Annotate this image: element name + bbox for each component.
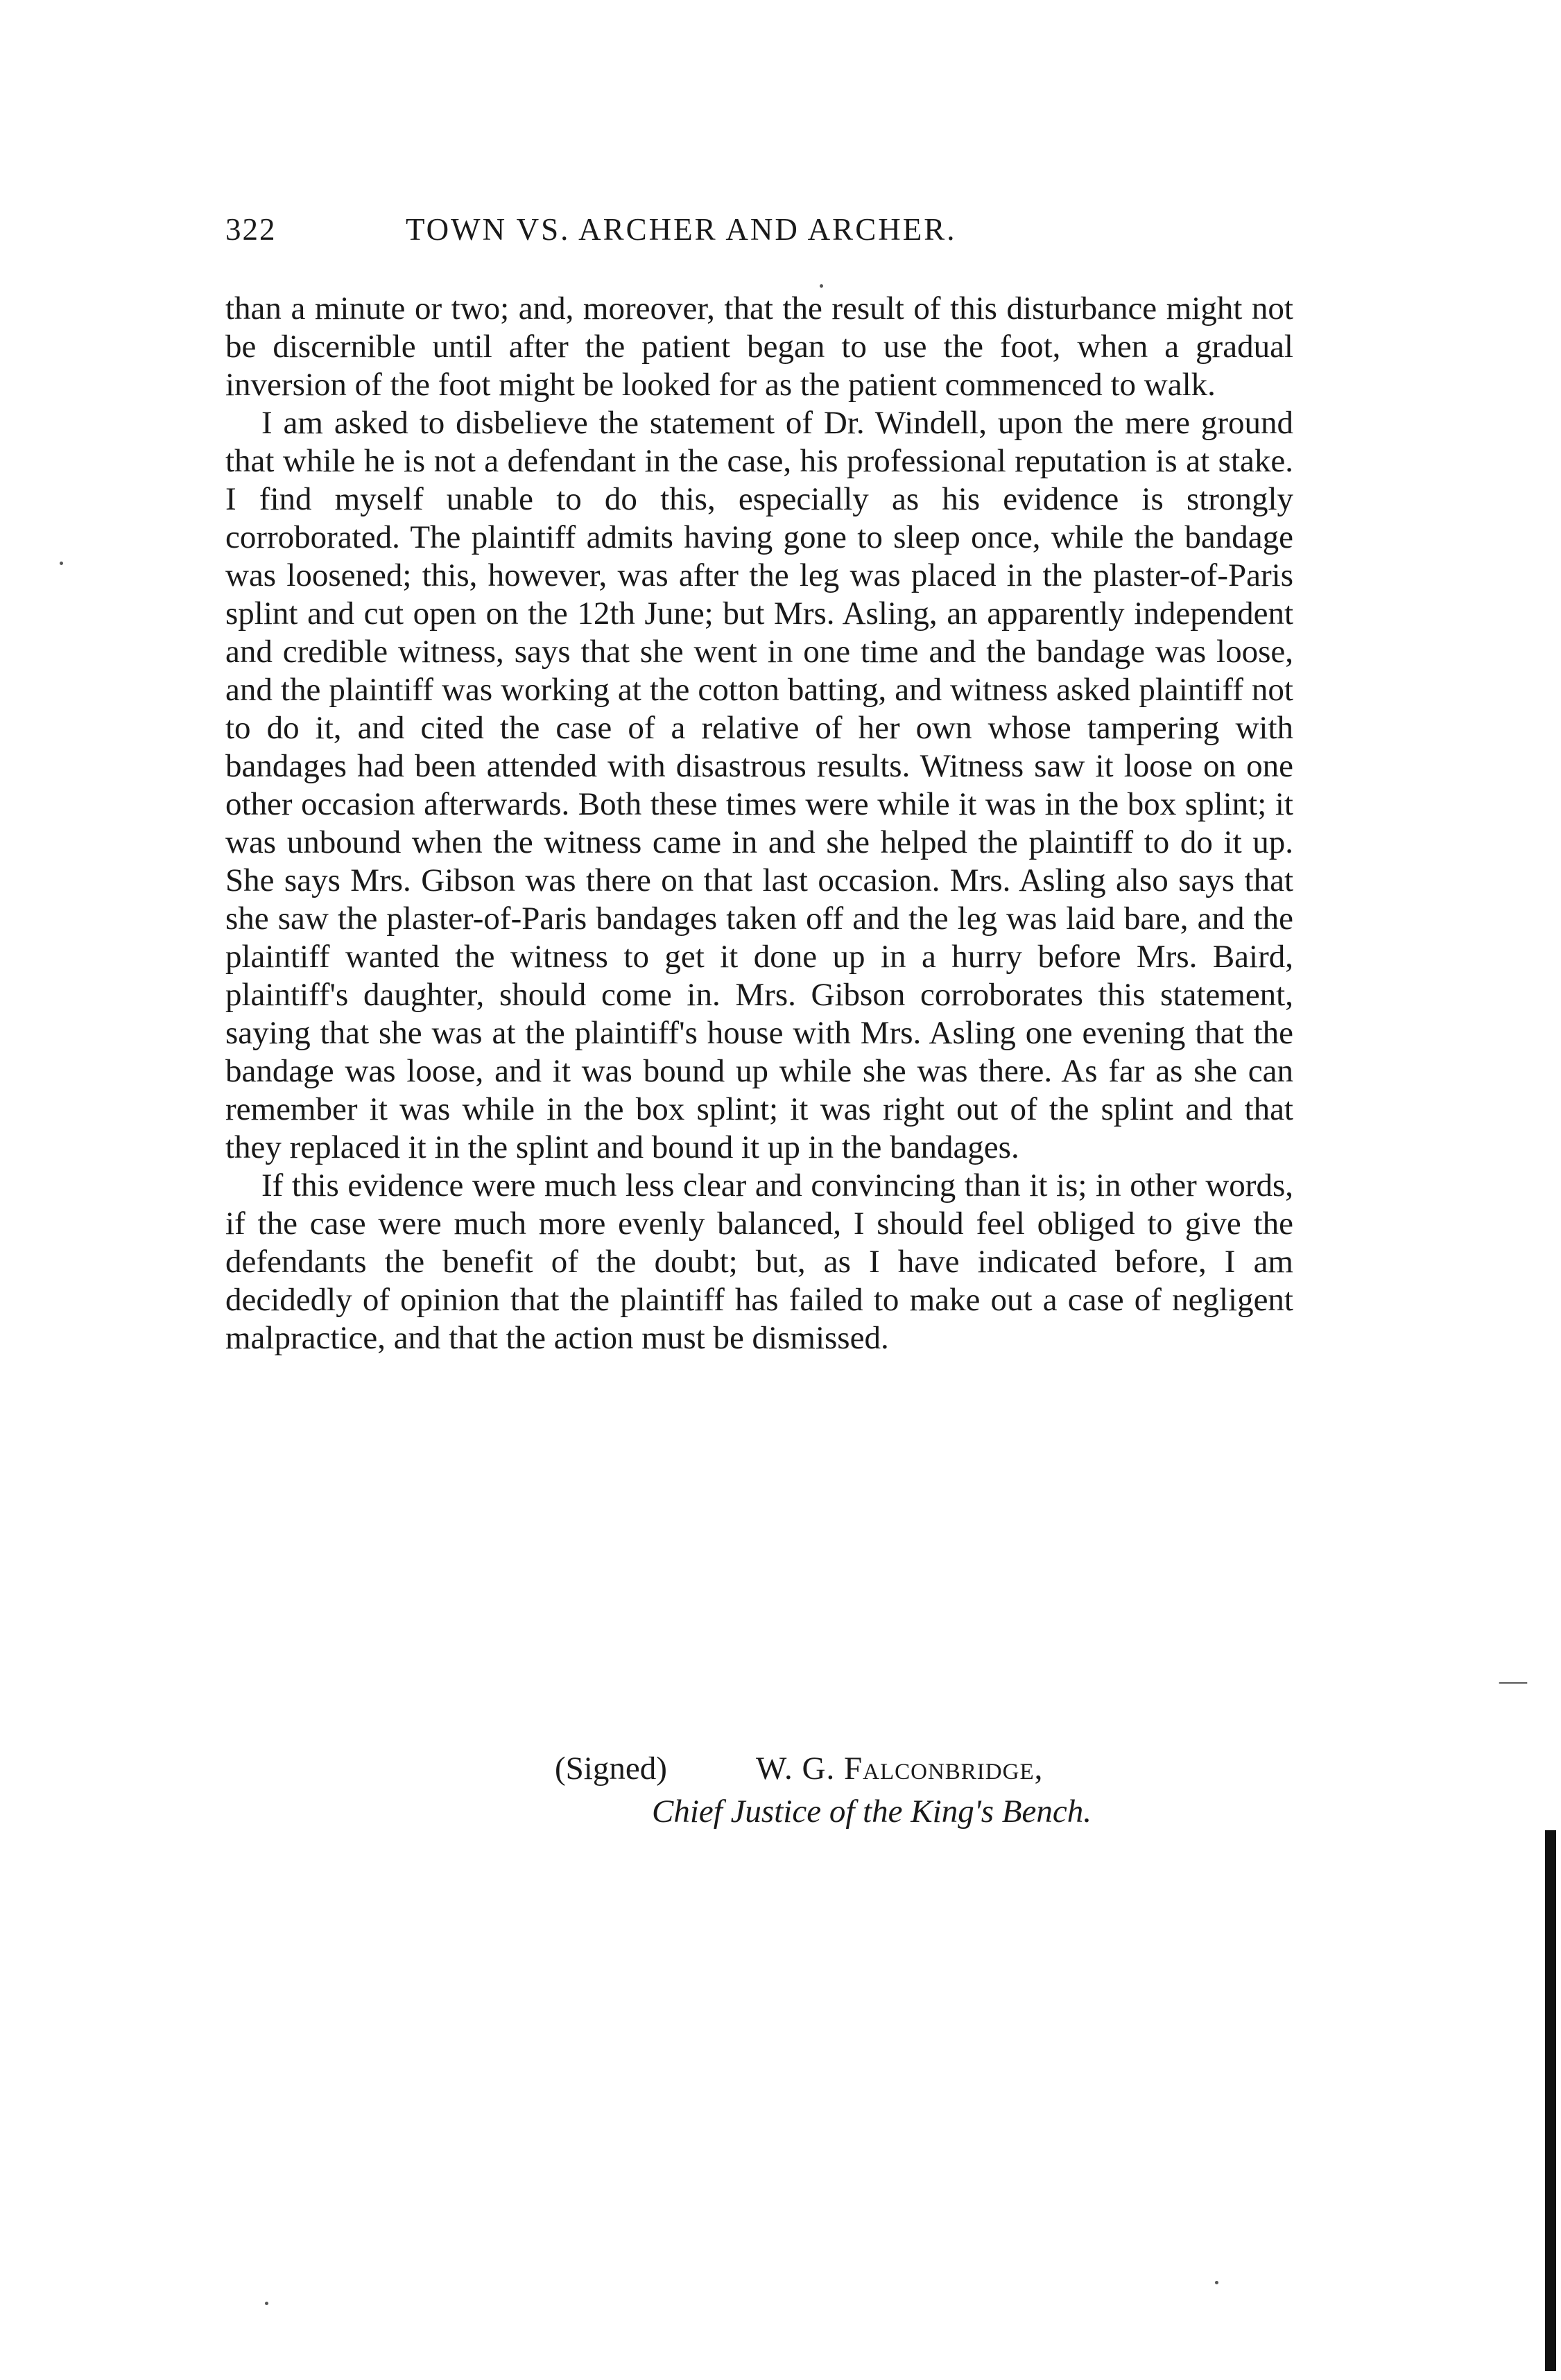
scan-edge-shadow [1545,1830,1556,2371]
signature-line [555,1747,1318,1790]
signatory-title: Chief Justice of the King's Bench. [652,1793,1092,1830]
paragraph-continuation: than a minute or two; and, moreover, that the result of this disturbance might not be discernible until after the patient began to use the foot, when a gradual inversion of the foot might be looked for as the patient commenced to walk. [225,290,1293,403]
scan-speck [60,562,63,565]
running-head: TOWN VS. ARCHER AND ARCHER. [406,212,957,247]
paragraph-evidence: I am asked to disbelieve the statement of Dr. Windell, upon the mere ground that while he is not a defendant in the case, his professional reputation is at stake. I find myself unable to do this, especially as his evidence is strongly corroborated. The plaintiff admits having gone to sleep once, while the bandage was loosened; this, however, was after the leg was placed in the plaster-of-Paris splint and cut open on the 12th June; but Mrs. Asling, an apparently independent and credible witness, says that she went in one time and the bandage was loose, and the plaintiff was working at the cotton batting, and witness asked plaintiff not to do it, and cited the case of a relative of her own whose tampering with bandages had been attended with disastrous results. Witness saw it loose on one other occasion afterwards. Both these times were while it was in the box splint; it was unbound when the witness came in and she helped the plaintiff to do it up. She says Mrs. Gibson was there on that last occasion. Mrs. Asling also says that she saw the plaster-of-Paris bandages taken off and the leg was laid bare, and the plaintiff wanted the witness to get it done up in a hurry before Mrs. Baird, plaintiff's daughter, should come in. Mrs. Gibson corroborates this statement, saying that she was at the plaintiff's house with Mrs. Asling one evening that the bandage was loose, and it was bound up while she was there. As far as she can remember it was while in the box splint; it was right out of the splint and that they replaced it in the splint and bound it up in the bandages. [225,405,1293,1165]
paragraph-conclusion: If this evidence were much less clear and convincing than it is; in other words, if the case were much more evenly balanced, I should feel obliged to give the defendants the benefit of the doubt; but, as I have indicated before, I am decidedly of opinion that the plaintiff has failed to make out a case of negligent malpractice, and that the action must be dismissed. [225,1167,1293,1356]
scan-speck [1215,2281,1218,2284]
body-text [225,290,1293,1357]
scan-speck [820,284,823,288]
margin-mark: — [1499,1665,1527,1696]
page-number: 322 [225,212,277,247]
signed-label: (Signed) [555,1751,667,1787]
page-header [225,211,1293,253]
signatory-name: W. G. Falconbridge, [756,1751,1044,1787]
signature-block [555,1747,1318,1833]
scan-speck [265,2302,268,2305]
